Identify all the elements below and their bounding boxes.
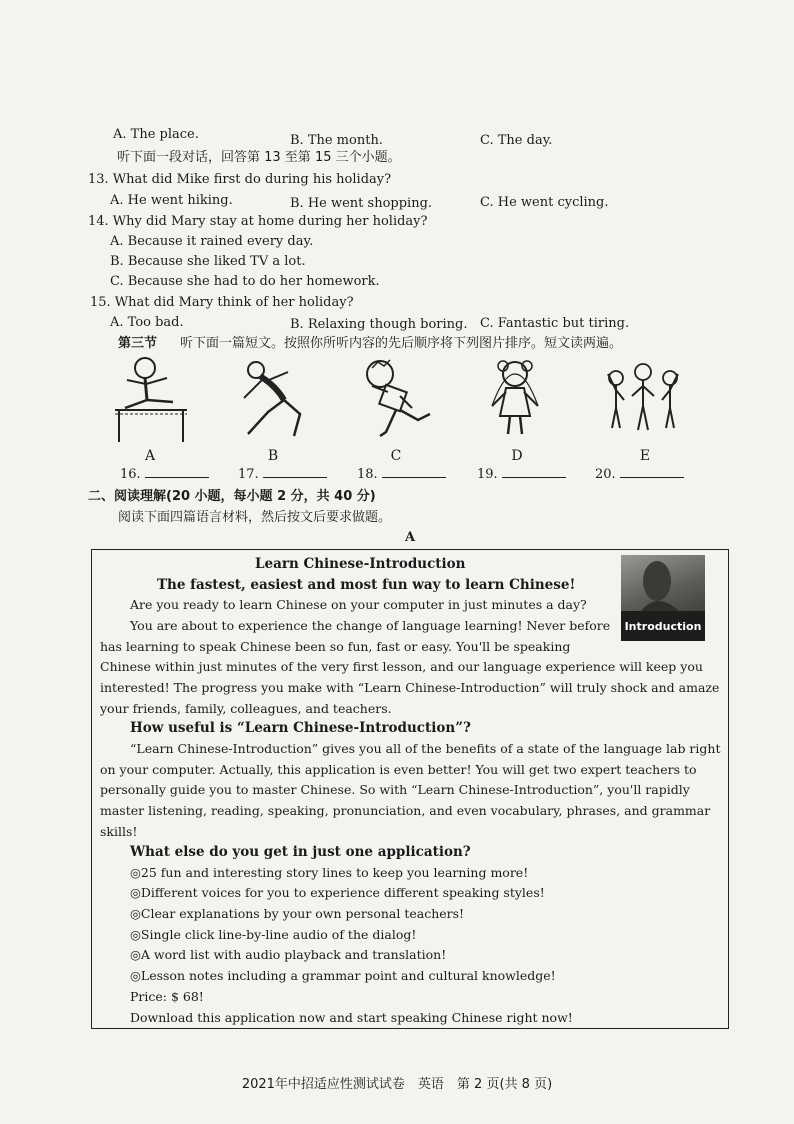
section3-title: 第三节: [118, 336, 158, 351]
picture-b-long-jump: [228, 352, 318, 452]
passage-line-5: interested! The progress you make with “Learn Chinese-Introduction” will truly shock and amaze: [100, 680, 720, 695]
passage-subtitle: The fastest, easiest and most fun way to learn Chinese!: [157, 577, 576, 593]
picture-c-legs: [380, 410, 430, 436]
closing-line: Download this application now and start speaking Chinese right now!: [130, 1010, 573, 1025]
picture-a-body: [145, 378, 147, 400]
blank-17-number: 17.: [238, 467, 259, 482]
blank-20-number: 20.: [595, 467, 616, 482]
picture-label-c: C: [390, 448, 402, 464]
picture-e-child-left: [608, 371, 624, 428]
q15-question: 15. What did Mary think of her holiday?: [90, 295, 354, 310]
passage-line-2: You are about to experience the change of language learning! Never before: [130, 618, 611, 633]
blank-16[interactable]: [120, 467, 209, 482]
part2-instruction: 阅读下面四篇语言材料，然后按文后要求做题。: [118, 510, 392, 525]
picture-c-head: [367, 361, 393, 387]
blank-18-number: 18.: [357, 467, 378, 482]
person-silhouette-icon: [621, 555, 705, 611]
q12-option-b: B. The month.: [290, 133, 383, 148]
dialog-intro: 听下面一段对话，回答第 13 至第 15 三个小题。: [117, 150, 401, 165]
feature-item: ◎Lesson notes including a grammar point and cultural knowledge!: [130, 968, 556, 983]
passage-line-8: on your computer. Actually, this application is even better! You will get two expert teachers to: [100, 762, 697, 777]
picture-a-hurdle: [115, 410, 187, 442]
passage-title: Learn Chinese-Introduction: [255, 556, 466, 572]
picture-d-rope: [492, 374, 538, 406]
q12-option-a: A. The place.: [113, 127, 199, 142]
q12-option-c: C. The day.: [480, 133, 553, 148]
q13-option-c: C. He went cycling.: [480, 195, 609, 210]
blank-17[interactable]: [238, 467, 327, 482]
picture-c-running: [352, 352, 442, 452]
passage-line-11: skills!: [100, 824, 138, 839]
picture-a-arms: [127, 378, 167, 384]
blank-20[interactable]: [595, 467, 684, 482]
section3-instruction: 听下面一篇短文。按照你所听内容的先后顺序将下列图片排序。短文读两遍。: [180, 336, 623, 351]
passage-line-1: Are you ready to learn Chinese on your computer in just minutes a day?: [130, 597, 587, 612]
picture-label-b: B: [267, 448, 279, 464]
feature-item: ◎25 fun and interesting story lines to keep you learning more!: [130, 865, 529, 880]
blank-18[interactable]: [357, 467, 446, 482]
blank-19-number: 19.: [477, 467, 498, 482]
picture-b-legs: [248, 400, 300, 436]
q13-option-a: A. He went hiking.: [110, 193, 233, 208]
picture-a-legs: [125, 400, 173, 408]
blank-19-line: [502, 467, 566, 478]
picture-d-arms: [492, 392, 538, 406]
feature-item: ◎A word list with audio playback and translation!: [130, 947, 447, 962]
blank-18-line: [382, 467, 446, 478]
passage-line-7: “Learn Chinese-Introduction” gives you all of the benefits of a state of the language lab right: [130, 741, 721, 756]
blank-16-number: 16.: [120, 467, 141, 482]
passage-line-6: your friends, family, colleagues, and teachers.: [100, 701, 392, 716]
part2-heading: 二、阅读理解(20 小题，每小题 2 分，共 40 分): [88, 489, 376, 504]
picture-a-hurdling: [105, 352, 195, 452]
passage-heading-2: How useful is “Learn Chinese-Introduction”?: [130, 720, 471, 736]
feature-item: ◎Different voices for you to experience different speaking styles!: [130, 885, 545, 900]
blank-20-line: [620, 467, 684, 478]
passage-line-10: master listening, reading, speaking, pronunciation, and even vocabulary, phrases, and grammar: [100, 803, 711, 818]
picture-e-child-right: [662, 371, 678, 428]
page-footer: 2021年中招适应性测试试卷 英语 第 2 页(共 8 页): [241, 1077, 553, 1092]
picture-label-e: E: [639, 448, 651, 464]
q14-option-c: C. Because she had to do her homework.: [110, 274, 380, 289]
price-line: Price: $ 68!: [130, 989, 204, 1004]
picture-e-group-exercise: [598, 352, 688, 452]
picture-d-legs: [508, 416, 522, 434]
passage-line-4: Chinese within just minutes of the very first lesson, and our language experience will keep you: [100, 659, 703, 674]
picture-label-d: D: [511, 448, 523, 464]
picture-e-child-middle: [632, 364, 654, 430]
q15-option-c: C. Fantastic but tiring.: [480, 316, 630, 331]
picture-d-rope-skipping: [470, 352, 560, 452]
picture-a-head: [135, 358, 155, 378]
feature-item: ◎Single click line-by-line audio of the dialog!: [130, 927, 417, 942]
q15-option-b: B. Relaxing though boring.: [290, 317, 468, 332]
feature-item: ◎Clear explanations by your own personal teachers!: [130, 906, 465, 921]
q14-option-a: A. Because it rained every day.: [110, 234, 314, 249]
passage-heading-3: What else do you get in just one application?: [130, 844, 471, 860]
q14-question: 14. Why did Mary stay at home during her holiday?: [88, 214, 428, 229]
image-caption: Introduction: [621, 611, 705, 641]
introduction-image: [621, 555, 705, 641]
passage-line-3: has learning to speak Chinese been so fun, fast or easy. You'll be speaking: [100, 639, 571, 654]
passage-label: A: [405, 530, 416, 545]
q13-option-b: B. He went shopping.: [290, 196, 433, 211]
q15-option-a: A. Too bad.: [110, 315, 184, 330]
picture-label-a: A: [144, 448, 156, 464]
blank-17-line: [263, 467, 327, 478]
blank-19[interactable]: [477, 467, 566, 482]
q14-option-b: B. Because she liked TV a lot.: [110, 254, 306, 269]
passage-line-9: personally guide you to master Chinese. So with “Learn Chinese-Introduction”, you'll rapidly: [100, 782, 690, 797]
blank-16-line: [145, 467, 209, 478]
q13-question: 13. What did Mike first do during his holiday?: [88, 172, 392, 187]
